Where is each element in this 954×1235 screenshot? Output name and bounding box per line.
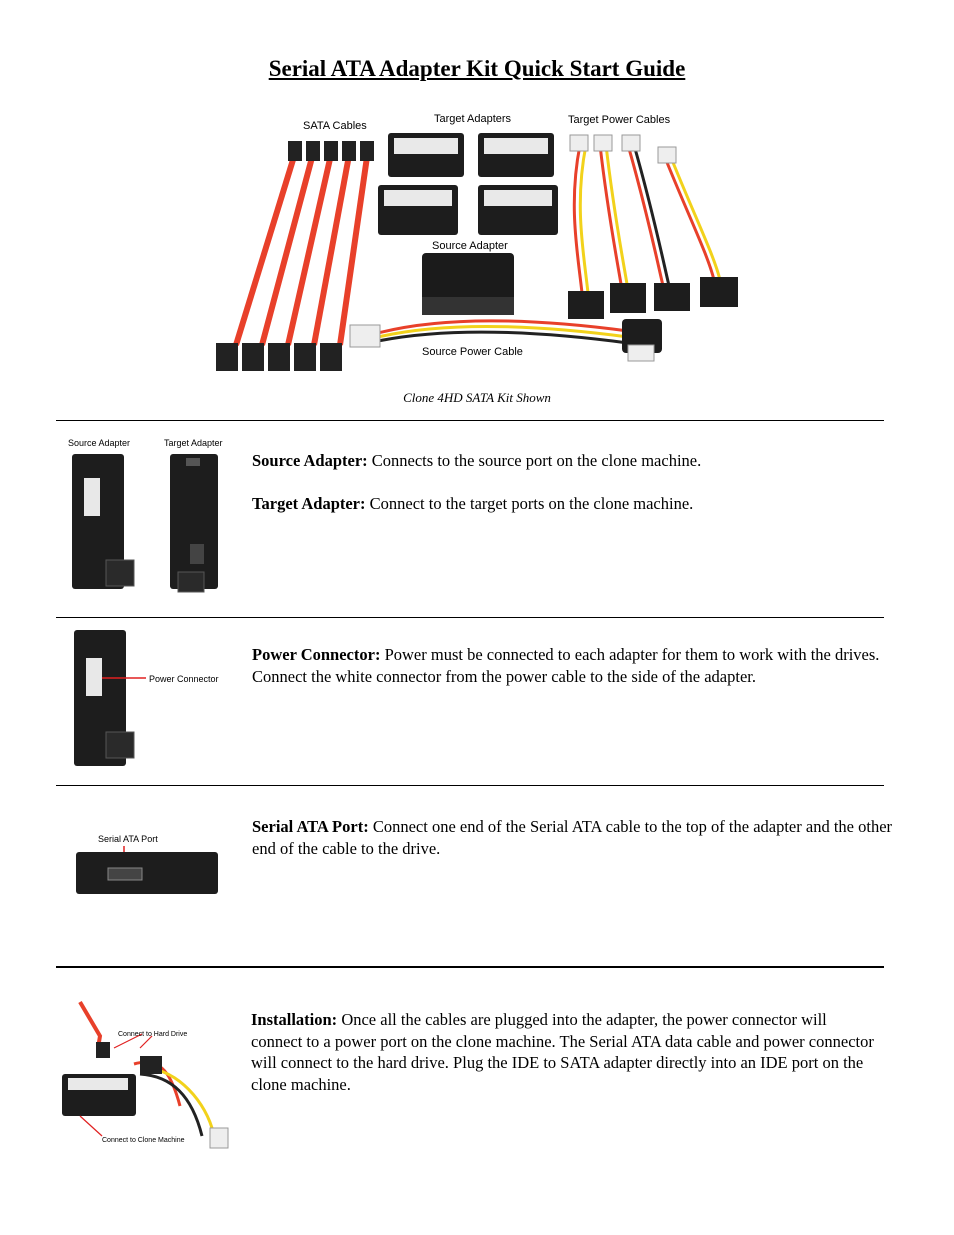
installation-body: Once all the cables are plugged into the adapter, the power connector will connect to a power port on the clone machine. The Serial ATA data cable and power connector will connect to the hard drive. Plug the IDE to SATA adapter directly into an IDE port on the clone machine. (251, 1010, 874, 1094)
label-serial-ata-port: Serial ATA Port (98, 834, 158, 844)
power-connector-body: Power must be connected to each adapter for them to work with the drives. Connect the white connector from the power cable to the side of the adapter. (252, 645, 880, 686)
source-adapter-body: Connects to the source port on the clone machine. (367, 451, 702, 470)
installation-heading: Installation: (251, 1010, 338, 1029)
serial-ata-port-paragraph (252, 816, 892, 859)
kit-photo (208, 105, 760, 377)
power-connector-photo (66, 628, 226, 770)
label-connect-clone-machine: Connect to Clone Machine (102, 1137, 185, 1144)
label-source-power-cable: Source Power Cable (422, 346, 523, 358)
target-power-cables-graphic (568, 135, 738, 319)
label-target-adapter-photo: Target Adapter (164, 438, 223, 448)
adapters-photo (62, 432, 232, 597)
kit-caption: Clone 4HD SATA Kit Shown (403, 390, 551, 405)
serial-ata-port-body: Connect one end of the Serial ATA cable to the top of the adapter and the other end of the cable to the drive. (252, 817, 893, 858)
source-adapter-heading: Source Adapter: (252, 451, 368, 470)
target-adapters-graphic (378, 133, 558, 235)
installation-paragraph (251, 1009, 879, 1095)
installation-photo (52, 996, 242, 1156)
section-divider (56, 617, 884, 618)
label-power-connector: Power Connector (149, 674, 219, 684)
target-adapter-heading: Target Adapter: (252, 494, 366, 513)
section-sata-text (252, 816, 892, 859)
section-power-text (252, 644, 892, 687)
target-adapter-paragraph (252, 493, 892, 515)
section-adapters-text (252, 450, 892, 515)
section-divider (56, 420, 884, 421)
section-divider (56, 966, 884, 968)
source-adapter-graphic (422, 253, 514, 315)
power-connector-heading: Power Connector: (252, 645, 381, 664)
section-installation-text (251, 1009, 879, 1095)
label-target-adapters: Target Adapters (434, 113, 512, 125)
serial-ata-port-heading: Serial ATA Port: (252, 817, 369, 836)
label-source-adapter: Source Adapter (432, 240, 508, 252)
section-divider (56, 785, 884, 786)
power-connector-paragraph (252, 644, 892, 687)
label-target-power-cables: Target Power Cables (568, 114, 671, 126)
source-adapter-paragraph (252, 450, 892, 472)
label-source-adapter-photo: Source Adapter (68, 438, 131, 448)
serial-ata-port-photo (72, 828, 222, 898)
label-connect-hard-drive: Connect to Hard Drive (118, 1031, 188, 1038)
page-title: Serial ATA Adapter Kit Quick Start Guide (268, 56, 686, 81)
target-adapter-body: Connect to the target ports on the clone machine. (365, 494, 694, 513)
label-sata-cables: SATA Cables (303, 120, 367, 132)
